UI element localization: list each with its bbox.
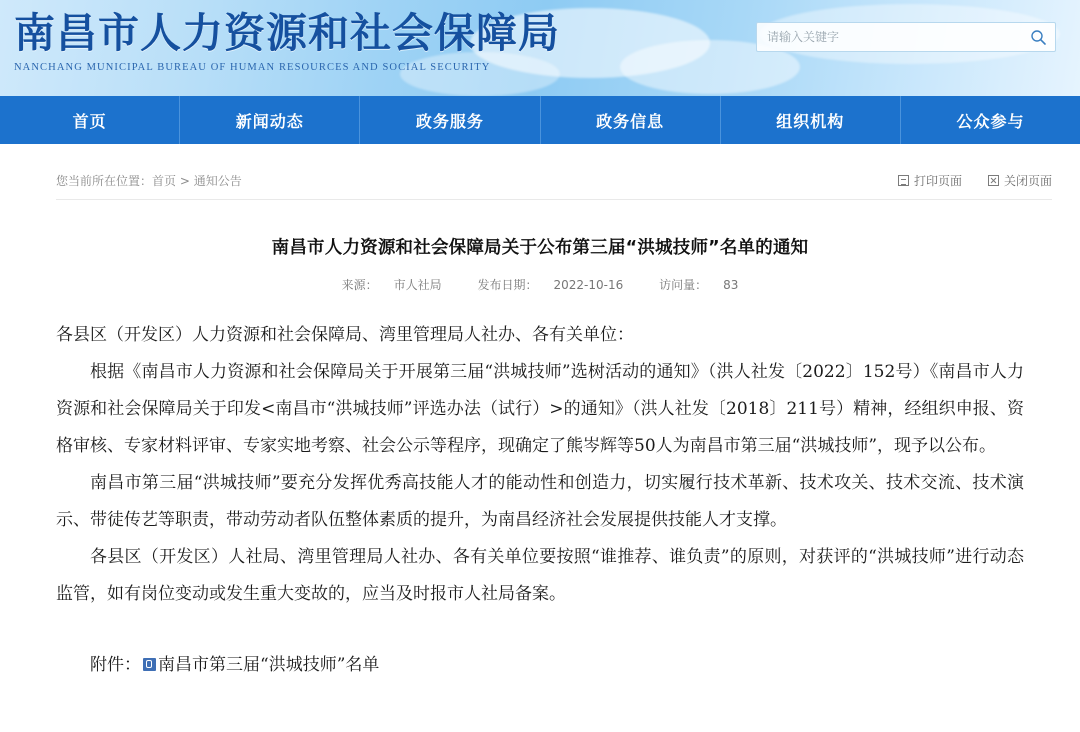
print-page-button[interactable] [898,172,962,189]
nav-item-label: 新闻动态 [235,111,304,131]
nav-item-label: 公众参与 [956,111,1025,131]
nav-item-services[interactable] [360,96,540,144]
search-input[interactable] [757,30,1021,44]
page-title: 南昌市人力资源和社会保障局关于公布第三届“洪城技师”名单的通知 [271,238,809,258]
site-logo[interactable] [14,6,560,75]
article [56,200,1024,684]
attachment-link[interactable]: 南昌市第三届“洪城技师”名单 [158,655,380,675]
site-name-en: NANCHANG MUNICIPAL BUREAU OF HUMAN RESOURCES AND SOCIAL SECURITY [14,62,491,73]
content-area [0,144,1080,684]
breadcrumb-row [56,172,1052,200]
search-icon [1030,29,1047,46]
main-nav [0,96,1080,144]
search-button[interactable] [1021,23,1055,51]
nav-item-label: 首页 [72,111,107,131]
print-page-label: 打印页面 [913,174,962,188]
nav-item-label: 政务服务 [415,111,484,131]
page-actions [898,172,1052,189]
article-body [56,317,1024,684]
attachment-icon [143,658,156,671]
article-paragraph: 各县区（开发区）人力资源和社会保障局、湾里管理局人社办、各有关单位： [56,325,634,345]
site-name-cn: 南昌市人力资源和社会保障局 [14,9,560,57]
article-source: 来源： 市人社局 [341,278,442,292]
nav-item-label: 政务信息 [596,111,665,131]
breadcrumb [56,172,242,189]
nav-item-government-info[interactable] [541,96,721,144]
nav-item-label: 组织机构 [776,111,845,131]
breadcrumb-prefix: 您当前所在位置： [56,174,153,188]
article-views: 访问量： 83 [659,278,739,292]
article-paragraph: 各县区（开发区）人社局、湾里管理局人社办、各有关单位要按照“谁推荐、谁负责”的原则，对获评的“洪城技师”进行动态监管，如有岗位变动或发生重大变故的，应当及时报市人社局备案。 [56,547,1024,604]
breadcrumb-home[interactable]: 首页 [152,174,177,188]
breadcrumb-current: 通知公告 [193,174,242,188]
nav-item-organization[interactable] [721,96,901,144]
breadcrumb-separator: > [176,174,194,188]
article-paragraph: 南昌市第三届“洪城技师”要充分发挥优秀高技能人才的能动性和创造力，切实履行技术革新、技术攻关、技术交流、技术演示、带徒传艺等职责，带动劳动者队伍整体素质的提升，为南昌经济社会发展提供技能人才支撑。 [56,473,1024,530]
close-page-button[interactable] [988,172,1052,189]
nav-item-home[interactable] [0,96,180,144]
article-meta [56,276,1024,293]
close-page-label: 关闭页面 [1003,174,1052,188]
article-paragraph: 根据《南昌市人力资源和社会保障局关于开展第三届“洪城技师”选树活动的通知》（洪人社发〔2022〕152号）《南昌市人力资源和社会保障局关于印发<南昌市“洪城技师”评选办法（试行）>的通知》（洪人社发〔2018〕211号）精神，经组织申报、资格审核、专家材料评审、专家实地考察、社会公示等程序，现确定了熊岑辉等50人为南昌市第三届“洪城技师”，现予以公布。 [56,362,1024,456]
nav-item-public-participation[interactable] [901,96,1080,144]
site-header [0,0,1080,96]
nav-item-news[interactable] [180,96,360,144]
print-icon [898,175,909,186]
attachment-label: 附件： [90,655,141,675]
article-date: 发布日期： 2022-10-16 [477,278,624,292]
search-box[interactable] [756,22,1056,52]
close-icon [988,175,999,186]
article-attachment-row [56,647,1024,684]
